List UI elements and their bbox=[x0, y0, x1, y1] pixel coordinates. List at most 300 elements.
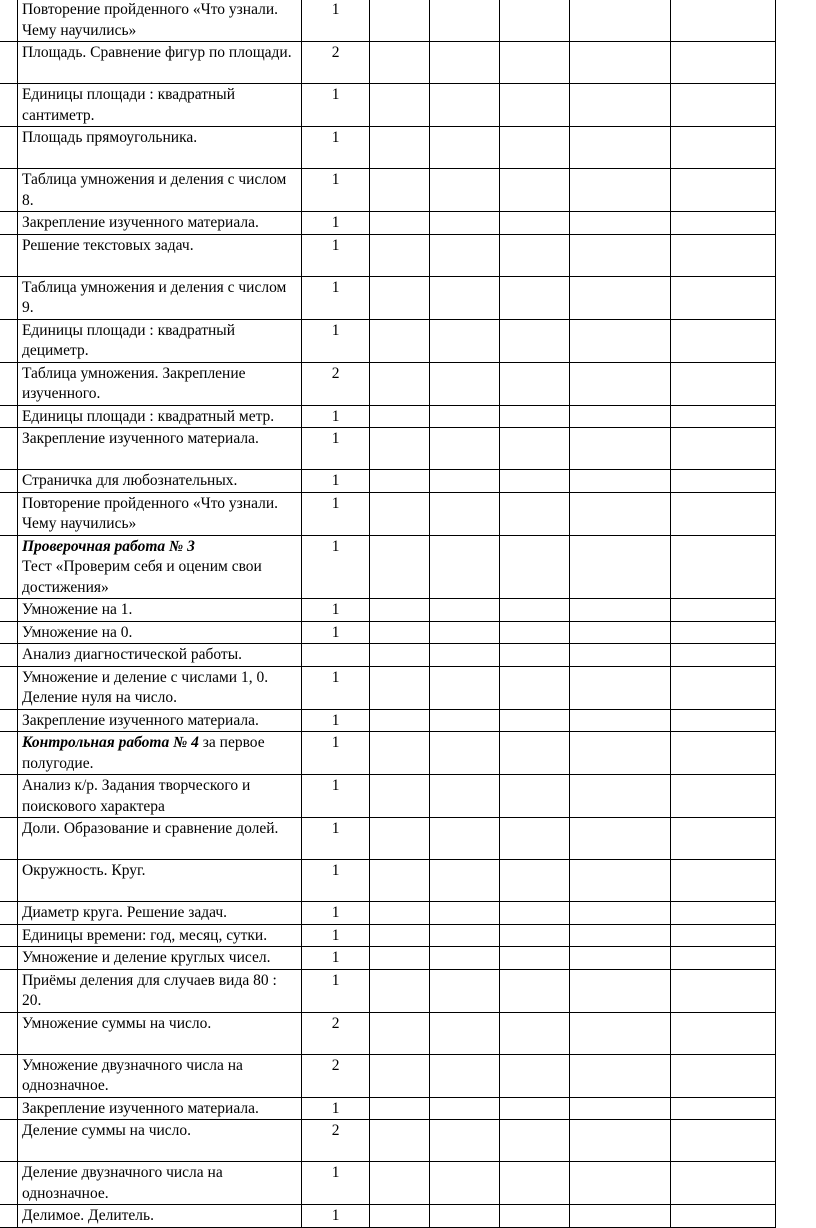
empty-cell bbox=[671, 212, 776, 235]
row-number-cell bbox=[0, 709, 17, 732]
table-row bbox=[0, 42, 776, 84]
lesson-topic-cell bbox=[17, 947, 301, 970]
row-number-cell bbox=[0, 492, 17, 535]
empty-cell bbox=[570, 0, 671, 42]
lesson-topic-cell bbox=[17, 405, 301, 428]
table-row bbox=[0, 212, 776, 235]
lesson-topic-cell bbox=[17, 1054, 301, 1097]
row-number-cell bbox=[0, 127, 17, 169]
empty-cell bbox=[671, 535, 776, 599]
hours-cell: 1 bbox=[301, 947, 369, 970]
empty-cell bbox=[671, 924, 776, 947]
hours-cell: 1 bbox=[301, 1162, 369, 1205]
row-number-cell bbox=[0, 1012, 17, 1054]
table-row bbox=[0, 709, 776, 732]
row-number-cell bbox=[0, 924, 17, 947]
empty-cell bbox=[570, 732, 671, 775]
empty-cell bbox=[370, 319, 430, 362]
empty-cell bbox=[570, 169, 671, 212]
empty-cell bbox=[430, 860, 500, 902]
empty-cell bbox=[500, 492, 570, 535]
lesson-topic-cell bbox=[17, 212, 301, 235]
empty-cell bbox=[671, 1097, 776, 1120]
empty-cell bbox=[430, 818, 500, 860]
lesson-topic: Закрепление изученного материала. bbox=[21, 711, 259, 729]
empty-cell bbox=[570, 212, 671, 235]
table-row bbox=[0, 732, 776, 775]
empty-cell bbox=[570, 775, 671, 818]
empty-cell bbox=[671, 1120, 776, 1162]
empty-cell bbox=[430, 1097, 500, 1120]
empty-cell bbox=[671, 1205, 776, 1228]
empty-cell bbox=[500, 947, 570, 970]
lesson-topic-cell bbox=[17, 924, 301, 947]
lesson-topic: Единицы площади : квадратный дециметр. bbox=[21, 321, 236, 359]
empty-cell bbox=[370, 535, 430, 599]
lesson-topic-cell bbox=[17, 470, 301, 493]
hours-cell: 1 bbox=[301, 599, 369, 622]
empty-cell bbox=[370, 1205, 430, 1228]
empty-cell bbox=[370, 1162, 430, 1205]
empty-cell bbox=[671, 860, 776, 902]
empty-cell bbox=[430, 405, 500, 428]
empty-cell bbox=[671, 169, 776, 212]
row-number-cell bbox=[0, 319, 17, 362]
empty-cell bbox=[370, 732, 430, 775]
empty-cell bbox=[370, 1012, 430, 1054]
empty-cell bbox=[430, 1012, 500, 1054]
empty-cell bbox=[370, 127, 430, 169]
hours-cell: 1 bbox=[301, 1097, 369, 1120]
empty-cell bbox=[671, 470, 776, 493]
table-row bbox=[0, 621, 776, 644]
empty-cell bbox=[671, 775, 776, 818]
hours-cell: 1 bbox=[301, 492, 369, 535]
empty-cell bbox=[570, 902, 671, 925]
empty-cell bbox=[500, 732, 570, 775]
empty-cell bbox=[570, 666, 671, 709]
row-number-cell bbox=[0, 212, 17, 235]
table-row bbox=[0, 276, 776, 319]
hours-cell: 1 bbox=[301, 0, 369, 42]
empty-cell bbox=[430, 644, 500, 667]
hours-cell: 1 bbox=[301, 621, 369, 644]
table-row bbox=[0, 84, 776, 127]
empty-cell bbox=[570, 362, 671, 405]
table-row bbox=[0, 860, 776, 902]
empty-cell bbox=[500, 902, 570, 925]
empty-cell bbox=[370, 1054, 430, 1097]
table-row bbox=[0, 1162, 776, 1205]
row-number-cell bbox=[0, 234, 17, 276]
hours-cell: 1 bbox=[301, 666, 369, 709]
hours-cell: 1 bbox=[301, 535, 369, 599]
empty-cell bbox=[430, 599, 500, 622]
lesson-topic: Повторение пройденного «Что узнали. Чему научились» bbox=[21, 1, 279, 39]
empty-cell bbox=[370, 599, 430, 622]
empty-cell bbox=[500, 969, 570, 1012]
empty-cell bbox=[671, 42, 776, 84]
empty-cell bbox=[430, 969, 500, 1012]
empty-cell bbox=[671, 127, 776, 169]
empty-cell bbox=[570, 405, 671, 428]
empty-cell bbox=[430, 924, 500, 947]
empty-cell bbox=[570, 860, 671, 902]
empty-cell bbox=[671, 818, 776, 860]
empty-cell bbox=[500, 0, 570, 42]
lesson-topic-cell bbox=[17, 969, 301, 1012]
empty-cell bbox=[430, 428, 500, 470]
lesson-topic-cell bbox=[17, 666, 301, 709]
empty-cell bbox=[430, 666, 500, 709]
row-number-cell bbox=[0, 0, 17, 42]
empty-cell bbox=[370, 470, 430, 493]
empty-cell bbox=[430, 212, 500, 235]
hours-cell: 1 bbox=[301, 428, 369, 470]
lesson-topic: Окружность. Круг. bbox=[21, 862, 146, 879]
empty-cell bbox=[500, 621, 570, 644]
row-number-cell bbox=[0, 1205, 17, 1228]
lesson-topic: Анализ диагностической работы. bbox=[21, 646, 242, 663]
empty-cell bbox=[671, 428, 776, 470]
table-row bbox=[0, 818, 776, 860]
empty-cell bbox=[671, 1162, 776, 1205]
empty-cell bbox=[370, 84, 430, 127]
table-row bbox=[0, 169, 776, 212]
empty-cell bbox=[671, 666, 776, 709]
empty-cell bbox=[430, 1120, 500, 1162]
hours-cell: 1 bbox=[301, 860, 369, 902]
assessment-title: Контрольная работа № 4 bbox=[21, 734, 199, 751]
empty-cell bbox=[370, 644, 430, 667]
empty-cell bbox=[430, 1162, 500, 1205]
lesson-topic-cell bbox=[17, 169, 301, 212]
empty-cell bbox=[500, 709, 570, 732]
empty-cell bbox=[500, 924, 570, 947]
hours-cell: 1 bbox=[301, 276, 369, 319]
empty-cell bbox=[370, 666, 430, 709]
lesson-topic-cell bbox=[17, 535, 301, 599]
empty-cell bbox=[370, 362, 430, 405]
table-row bbox=[0, 666, 776, 709]
table-row bbox=[0, 362, 776, 405]
hours-cell: 1 bbox=[301, 169, 369, 212]
table-row bbox=[0, 234, 776, 276]
lesson-topic-cell bbox=[17, 644, 301, 667]
lesson-topic-cell bbox=[17, 621, 301, 644]
row-number-cell bbox=[0, 276, 17, 319]
lesson-topic: Закрепление изученного материала. bbox=[21, 1099, 259, 1117]
empty-cell bbox=[500, 405, 570, 428]
lesson-topic-cell bbox=[17, 709, 301, 732]
lesson-topic-cell bbox=[17, 860, 301, 902]
empty-cell bbox=[570, 234, 671, 276]
empty-cell bbox=[500, 428, 570, 470]
table-row bbox=[0, 947, 776, 970]
empty-cell bbox=[570, 276, 671, 319]
lesson-topic-cell bbox=[17, 902, 301, 925]
table-row bbox=[0, 428, 776, 470]
lesson-topic: Деление суммы на число. bbox=[21, 1122, 192, 1139]
lesson-topic: Таблица умножения. Закрепление изученного. bbox=[21, 364, 246, 402]
empty-cell bbox=[500, 1054, 570, 1097]
hours-cell: 2 bbox=[301, 42, 369, 84]
lesson-topic-cell bbox=[17, 818, 301, 860]
empty-cell bbox=[370, 969, 430, 1012]
empty-cell bbox=[671, 319, 776, 362]
row-number-cell bbox=[0, 428, 17, 470]
row-number-cell bbox=[0, 1097, 17, 1120]
lesson-topic: Деление двузначного числа на однозначное. bbox=[21, 1164, 223, 1202]
empty-cell bbox=[570, 709, 671, 732]
row-number-cell bbox=[0, 470, 17, 493]
lesson-topic-cell bbox=[17, 1205, 301, 1228]
empty-cell bbox=[370, 621, 430, 644]
empty-cell bbox=[370, 42, 430, 84]
empty-cell bbox=[570, 470, 671, 493]
empty-cell bbox=[430, 775, 500, 818]
hours-cell: 1 bbox=[301, 470, 369, 493]
hours-cell: 2 bbox=[301, 1012, 369, 1054]
lesson-topic-cell bbox=[17, 319, 301, 362]
lesson-topic: Таблица умножения и деления с числом 8. bbox=[21, 171, 287, 209]
hours-cell: 1 bbox=[301, 234, 369, 276]
row-number-cell bbox=[0, 947, 17, 970]
lesson-topic-cell bbox=[17, 599, 301, 622]
empty-cell bbox=[370, 234, 430, 276]
empty-cell bbox=[370, 818, 430, 860]
row-number-cell bbox=[0, 644, 17, 667]
table-row bbox=[0, 405, 776, 428]
lesson-topic: Повторение пройденного «Что узнали. Чему научились» bbox=[21, 494, 279, 532]
empty-cell bbox=[570, 42, 671, 84]
empty-cell bbox=[430, 0, 500, 42]
table-row bbox=[0, 969, 776, 1012]
empty-cell bbox=[370, 902, 430, 925]
empty-cell bbox=[370, 709, 430, 732]
empty-cell bbox=[570, 924, 671, 947]
row-number-cell bbox=[0, 362, 17, 405]
hours-cell: 2 bbox=[301, 1120, 369, 1162]
empty-cell bbox=[500, 644, 570, 667]
lesson-topic-cell bbox=[17, 1097, 301, 1120]
empty-cell bbox=[671, 969, 776, 1012]
empty-cell bbox=[570, 621, 671, 644]
lesson-topic: Приёмы деления для случаев вида 80 : 20. bbox=[21, 971, 277, 1009]
hours-cell: 1 bbox=[301, 319, 369, 362]
empty-cell bbox=[370, 276, 430, 319]
table-row bbox=[0, 924, 776, 947]
row-number-cell bbox=[0, 969, 17, 1012]
table-row bbox=[0, 470, 776, 493]
lesson-topic: Доли. Образование и сравнение долей. bbox=[21, 820, 279, 837]
table-row bbox=[0, 319, 776, 362]
empty-cell bbox=[500, 234, 570, 276]
lesson-topic: Умножение суммы на число. bbox=[21, 1014, 212, 1032]
row-number-cell bbox=[0, 666, 17, 709]
empty-cell bbox=[370, 775, 430, 818]
empty-cell bbox=[570, 428, 671, 470]
empty-cell bbox=[671, 709, 776, 732]
row-number-cell bbox=[0, 621, 17, 644]
empty-cell bbox=[370, 947, 430, 970]
empty-cell bbox=[671, 732, 776, 775]
empty-cell bbox=[671, 599, 776, 622]
empty-cell bbox=[500, 470, 570, 493]
empty-cell bbox=[370, 428, 430, 470]
lesson-topic-cell bbox=[17, 127, 301, 169]
empty-cell bbox=[570, 1097, 671, 1120]
lesson-topic: Закрепление изученного материала. bbox=[21, 430, 259, 447]
empty-cell bbox=[500, 319, 570, 362]
lesson-topic-cell bbox=[17, 362, 301, 405]
table-row bbox=[0, 644, 776, 667]
empty-cell bbox=[500, 212, 570, 235]
lesson-topic: Единицы площади : квадратный метр. bbox=[21, 407, 275, 425]
table-row bbox=[0, 902, 776, 925]
hours-cell: 1 bbox=[301, 1205, 369, 1228]
empty-cell bbox=[500, 276, 570, 319]
hours-cell: 1 bbox=[301, 924, 369, 947]
hours-cell: 1 bbox=[301, 212, 369, 235]
table-row bbox=[0, 535, 776, 599]
empty-cell bbox=[570, 969, 671, 1012]
lesson-topic-cell bbox=[17, 775, 301, 818]
table-row bbox=[0, 1054, 776, 1097]
empty-cell bbox=[671, 84, 776, 127]
lesson-topic-cell bbox=[17, 1120, 301, 1162]
table-row bbox=[0, 127, 776, 169]
empty-cell bbox=[570, 1054, 671, 1097]
lesson-topic: Тест «Проверим себя и оценим свои достижения» bbox=[21, 558, 262, 596]
empty-cell bbox=[370, 924, 430, 947]
lesson-topic-cell bbox=[17, 1012, 301, 1054]
empty-cell bbox=[370, 1097, 430, 1120]
lesson-topic: Анализ к/р. Задания творческого и поискового характера bbox=[21, 777, 251, 815]
empty-cell bbox=[500, 775, 570, 818]
row-number-cell bbox=[0, 1054, 17, 1097]
empty-cell bbox=[500, 599, 570, 622]
empty-cell bbox=[671, 362, 776, 405]
empty-cell bbox=[500, 1012, 570, 1054]
empty-cell bbox=[370, 492, 430, 535]
empty-cell bbox=[500, 666, 570, 709]
empty-cell bbox=[570, 644, 671, 667]
empty-cell bbox=[500, 362, 570, 405]
lesson-topic-cell bbox=[17, 234, 301, 276]
empty-cell bbox=[671, 1054, 776, 1097]
empty-cell bbox=[500, 1162, 570, 1205]
empty-cell bbox=[570, 1120, 671, 1162]
row-number-cell bbox=[0, 405, 17, 428]
empty-cell bbox=[500, 42, 570, 84]
hours-cell: 2 bbox=[301, 1054, 369, 1097]
empty-cell bbox=[500, 535, 570, 599]
lesson-topic: Умножение и деление с числами 1, 0. Деление нуля на число. bbox=[21, 668, 269, 706]
empty-cell bbox=[500, 818, 570, 860]
row-number-cell bbox=[0, 535, 17, 599]
table-row bbox=[0, 1120, 776, 1162]
lesson-topic: Страничка для любознательных. bbox=[21, 472, 238, 489]
lesson-topic: Единицы времени: год, месяц, сутки. bbox=[21, 926, 268, 944]
empty-cell bbox=[500, 84, 570, 127]
table-row bbox=[0, 0, 776, 42]
lesson-topic: Умножение двузначного числа на однозначное. bbox=[21, 1056, 243, 1094]
hours-cell: 1 bbox=[301, 405, 369, 428]
empty-cell bbox=[370, 1120, 430, 1162]
empty-cell bbox=[500, 127, 570, 169]
empty-cell bbox=[671, 947, 776, 970]
empty-cell bbox=[430, 492, 500, 535]
lesson-topic-cell bbox=[17, 428, 301, 470]
hours-cell: 1 bbox=[301, 709, 369, 732]
empty-cell bbox=[671, 644, 776, 667]
empty-cell bbox=[570, 818, 671, 860]
empty-cell bbox=[430, 234, 500, 276]
empty-cell bbox=[430, 84, 500, 127]
empty-cell bbox=[671, 405, 776, 428]
table-row bbox=[0, 492, 776, 535]
empty-cell bbox=[671, 621, 776, 644]
empty-cell bbox=[430, 732, 500, 775]
empty-cell bbox=[570, 492, 671, 535]
lesson-topic: Диаметр круга. Решение задач. bbox=[21, 904, 228, 921]
table-row bbox=[0, 1097, 776, 1120]
row-number-cell bbox=[0, 902, 17, 925]
empty-cell bbox=[500, 860, 570, 902]
empty-cell bbox=[370, 405, 430, 428]
lesson-topic-cell bbox=[17, 732, 301, 775]
empty-cell bbox=[671, 492, 776, 535]
hours-cell: 1 bbox=[301, 775, 369, 818]
hours-cell: 1 bbox=[301, 84, 369, 127]
lesson-topic: Площадь. Сравнение фигур по площади. bbox=[21, 44, 292, 61]
empty-cell bbox=[370, 0, 430, 42]
empty-cell bbox=[430, 169, 500, 212]
empty-cell bbox=[430, 709, 500, 732]
lesson-topic-cell bbox=[17, 0, 301, 42]
hours-cell bbox=[301, 644, 369, 667]
lesson-topic: Площадь прямоугольника. bbox=[21, 129, 198, 146]
row-number-cell bbox=[0, 1162, 17, 1205]
lesson-topic: Делимое. Делитель. bbox=[21, 1207, 154, 1224]
empty-cell bbox=[570, 84, 671, 127]
empty-cell bbox=[430, 535, 500, 599]
table-row bbox=[0, 775, 776, 818]
empty-cell bbox=[570, 319, 671, 362]
empty-cell bbox=[430, 1205, 500, 1228]
empty-cell bbox=[370, 212, 430, 235]
hours-cell: 1 bbox=[301, 969, 369, 1012]
empty-cell bbox=[430, 127, 500, 169]
hours-cell: 1 bbox=[301, 732, 369, 775]
empty-cell bbox=[500, 1097, 570, 1120]
empty-cell bbox=[430, 621, 500, 644]
empty-cell bbox=[430, 42, 500, 84]
empty-cell bbox=[500, 1120, 570, 1162]
empty-cell bbox=[570, 599, 671, 622]
lesson-topic: за первое полугодие. bbox=[21, 734, 265, 772]
empty-cell bbox=[570, 1162, 671, 1205]
empty-cell bbox=[430, 902, 500, 925]
empty-cell bbox=[671, 902, 776, 925]
row-number-cell bbox=[0, 169, 17, 212]
empty-cell bbox=[570, 1012, 671, 1054]
row-number-cell bbox=[0, 84, 17, 127]
row-number-cell bbox=[0, 1120, 17, 1162]
lesson-topic: Решение текстовых задач. bbox=[21, 236, 194, 254]
table-row bbox=[0, 1205, 776, 1228]
